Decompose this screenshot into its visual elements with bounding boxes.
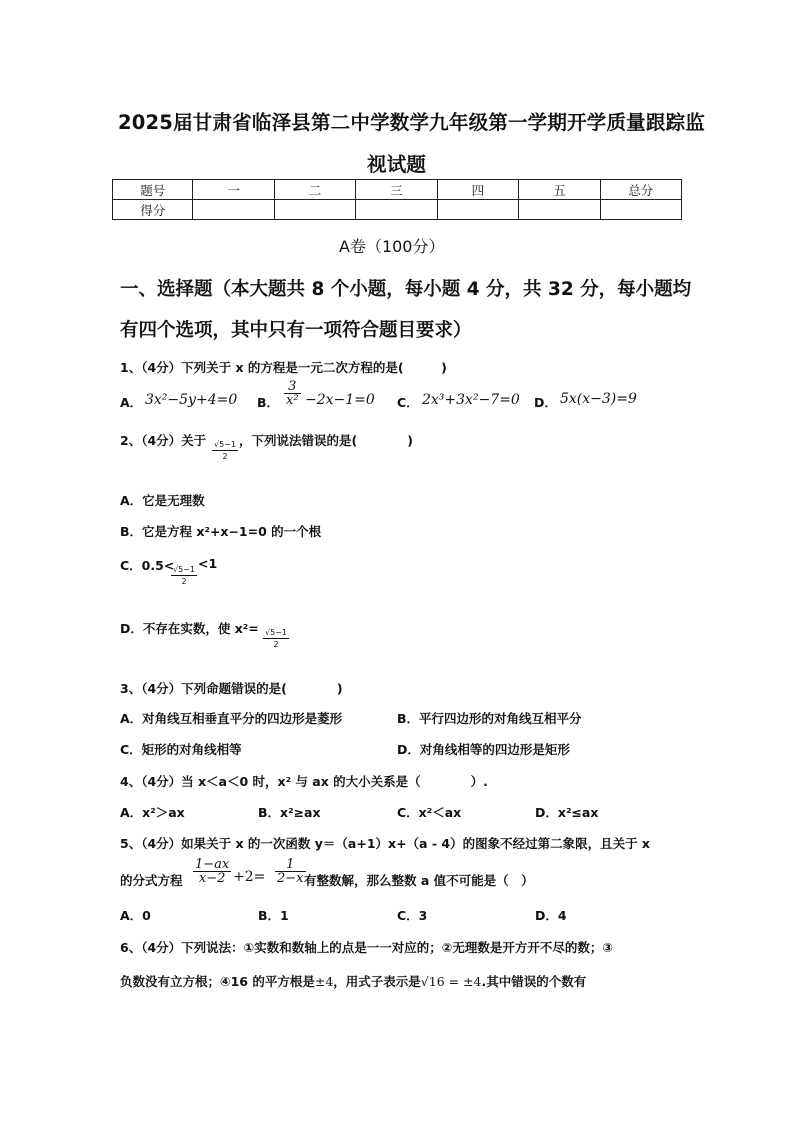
q6-line2 <box>120 972 586 990</box>
fraction-numerator: 3 <box>284 380 301 394</box>
fraction-numerator: √5−1 <box>214 440 236 449</box>
score-input-cell[interactable] <box>600 200 681 220</box>
fraction-denominator: 2 <box>181 577 187 586</box>
part1-heading-line1: 一、选择题（本大题共 8 个小题，每小题 4 分，共 32 分，每小题均 <box>120 279 692 300</box>
score-table-score-row <box>113 200 682 220</box>
table-cell: 五 <box>519 180 600 200</box>
q5-option-d: D．4 <box>535 908 567 923</box>
doc-title-line1: 2025届甘肃省临泽县第二中学数学九年级第一学期开学质量跟踪监 <box>118 111 705 134</box>
q2-option-b: B．它是方程 x²+x−1=0 的一个根 <box>120 524 322 539</box>
score-input-cell[interactable] <box>519 200 600 220</box>
q4-option-c: C．x²＜ax <box>397 805 462 820</box>
q1-option-c-label: C． <box>397 395 419 410</box>
q1-option-b-label: B． <box>257 395 280 410</box>
q1-option-a-label: A． <box>120 395 143 410</box>
q2-option-c-post: <1 <box>198 556 218 571</box>
q1-option-d-expr: 5x(x−3)=9 <box>560 391 637 407</box>
q5-line2-pre: 的分式方程 <box>120 873 183 888</box>
q5-option-a: A．0 <box>120 908 151 923</box>
fraction-numerator: 1 <box>275 858 306 872</box>
table-cell: 三 <box>356 180 437 200</box>
fraction-denominator: 2 <box>222 452 228 461</box>
score-input-cell[interactable] <box>356 200 437 220</box>
q2-option-c-fraction <box>171 566 197 586</box>
score-table-header-row <box>113 180 682 200</box>
q2-option-c-pre: C．0.5< <box>120 558 175 573</box>
q2-option-d-fraction <box>263 629 289 649</box>
q6-line2-post: .其中错误的个数有 <box>481 974 587 989</box>
table-cell: 得分 <box>113 200 193 220</box>
q1-stem: 1、（4分）下列关于 x 的方程是一元二次方程的是( ) <box>120 360 447 375</box>
table-cell: 二 <box>274 180 355 200</box>
fraction-numerator: √5−1 <box>265 628 287 637</box>
q3-stem: 3、（4分）下列命题错误的是( ) <box>120 681 343 696</box>
fraction-numerator: √5−1 <box>173 565 195 574</box>
q1-option-b-fraction <box>284 380 301 407</box>
q6-line2-mid: ，用式子表示是 <box>333 974 421 989</box>
q4-option-b: B．x²≥ax <box>258 805 321 820</box>
part1-heading-line2: 有四个选项，其中只有一项符合题目要求） <box>120 320 472 341</box>
q1-option-d-label: D． <box>534 395 557 410</box>
q5-option-b: B．1 <box>258 908 289 923</box>
q1-option-c-expr: 2x³+3x²−7=0 <box>422 392 520 408</box>
q4-stem: 4、（4分）当 x＜a＜0 时，x² 与 ax 的大小关系是（ ）. <box>120 774 488 789</box>
score-input-cell[interactable] <box>274 200 355 220</box>
q2-option-d-pre: D．不存在实数，使 x²= <box>120 621 259 636</box>
table-cell: 一 <box>193 180 274 200</box>
fraction-denominator: x² <box>286 393 299 408</box>
q5-line2-post: 有整数解，那么整数 a 值不可能是（ ） <box>304 873 534 888</box>
score-input-cell[interactable] <box>193 200 274 220</box>
table-cell: 四 <box>437 180 518 200</box>
q1-option-a-expr: 3x²−5y+4=0 <box>145 392 238 408</box>
q5-option-c: C．3 <box>397 908 428 923</box>
table-cell: 题号 <box>113 180 193 200</box>
q3-option-a: A．对角线互相垂直平分的四边形是菱形 <box>120 711 343 726</box>
q6-sqrt-expr: √16 = ±4 <box>420 974 482 989</box>
fraction-numerator: 1−ax <box>195 857 230 872</box>
table-cell: 总分 <box>600 180 681 200</box>
score-table <box>112 179 682 220</box>
fraction-denominator: 2 <box>273 640 279 649</box>
q5-fraction-right <box>275 858 306 885</box>
q2-stem-pre: 2、（4分）关于 <box>120 433 207 448</box>
q5-stem-line1: 5、（4分）如果关于 x 的一次函数 y＝（a+1）x+（a - 4）的图象不经过第二象限，且关于 x <box>120 836 650 851</box>
q3-option-c: C．矩形的对角线相等 <box>120 742 242 757</box>
q4-option-d: D．x²≤ax <box>535 805 599 820</box>
section-a-heading: A卷（100分） <box>339 237 445 256</box>
q5-fraction-left <box>193 858 231 885</box>
q4-option-a: A．x²＞ax <box>120 805 185 820</box>
q6-line2-pre: 负数没有立方根；④16 的平方根是 <box>120 974 315 989</box>
doc-title-line2: 视试题 <box>367 153 427 176</box>
q3-option-b: B．平行四边形的对角线互相平分 <box>397 711 582 726</box>
q2-stem-post: ，下列说法错误的是( ) <box>239 433 413 448</box>
q6-pm4: ±4 <box>314 974 334 989</box>
fraction-denominator: 2−x <box>277 871 304 886</box>
q6-line1: 6、（4分）下列说法：①实数和数轴上的点是一一对应的；②无理数是开方开不尽的数；③ <box>120 940 613 955</box>
q3-option-d: D．对角线相等的四边形是矩形 <box>397 742 570 757</box>
q1-option-b-rest: −2x−1=0 <box>305 392 375 408</box>
q2-fraction <box>212 441 238 461</box>
q5-equation-mid: +2= <box>233 869 266 885</box>
fraction-denominator: x−2 <box>198 871 226 886</box>
q2-option-a: A．它是无理数 <box>120 493 205 508</box>
score-input-cell[interactable] <box>437 200 518 220</box>
